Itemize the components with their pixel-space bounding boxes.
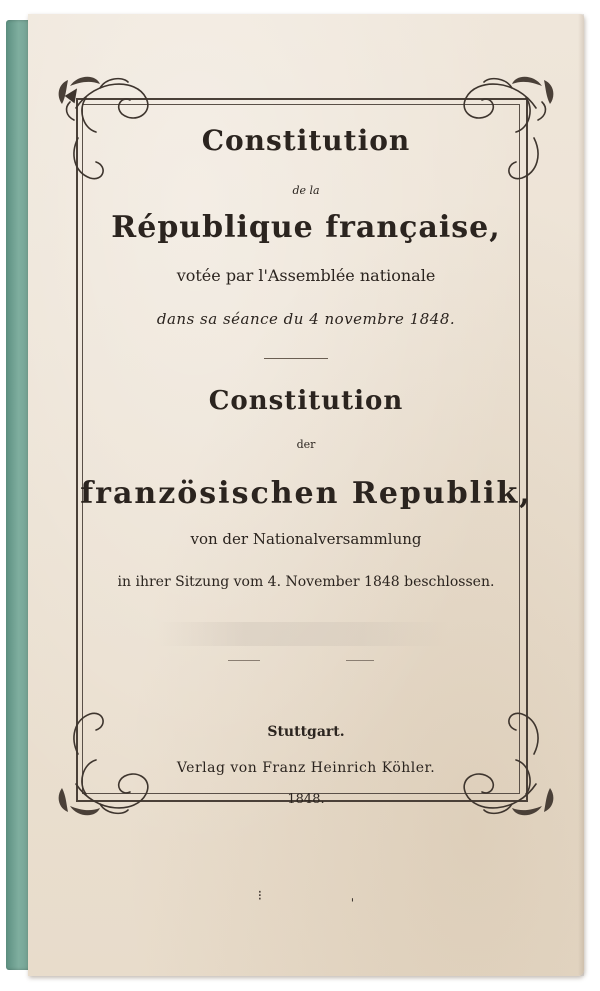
imprint-place: Stuttgart. [267, 724, 345, 740]
faded-stamp-area [158, 622, 448, 646]
french-session-line: dans sa séance du 4 novembre 1848. [156, 310, 456, 328]
imprint-year: 1848. [287, 792, 325, 807]
french-de-la: de la [292, 184, 320, 197]
title-page [28, 14, 584, 976]
divider-rule [264, 358, 328, 359]
german-title: Constitution [208, 386, 404, 416]
imprint-publisher: Verlag von Franz Heinrich Köhler. [176, 760, 436, 776]
german-session-line: in ihrer Sitzung vom 4. November 1848 beschlossen. [117, 574, 495, 590]
french-republic-heading: République française, [111, 210, 501, 245]
divider-rule [346, 660, 374, 661]
book [6, 14, 584, 976]
french-voted-line: votée par l'Assemblée nationale [176, 266, 436, 285]
german-der: der [296, 438, 316, 451]
divider-rule [228, 660, 260, 661]
mark-glyph: ⁝ [257, 888, 263, 904]
french-title: Constitution [201, 124, 411, 157]
german-voted-line: von der Nationalversammlung [190, 530, 422, 548]
bottom-marks [28, 888, 584, 904]
mark-glyph: ˌ [350, 888, 355, 904]
german-republic-heading: französischen Republik, [80, 476, 532, 511]
